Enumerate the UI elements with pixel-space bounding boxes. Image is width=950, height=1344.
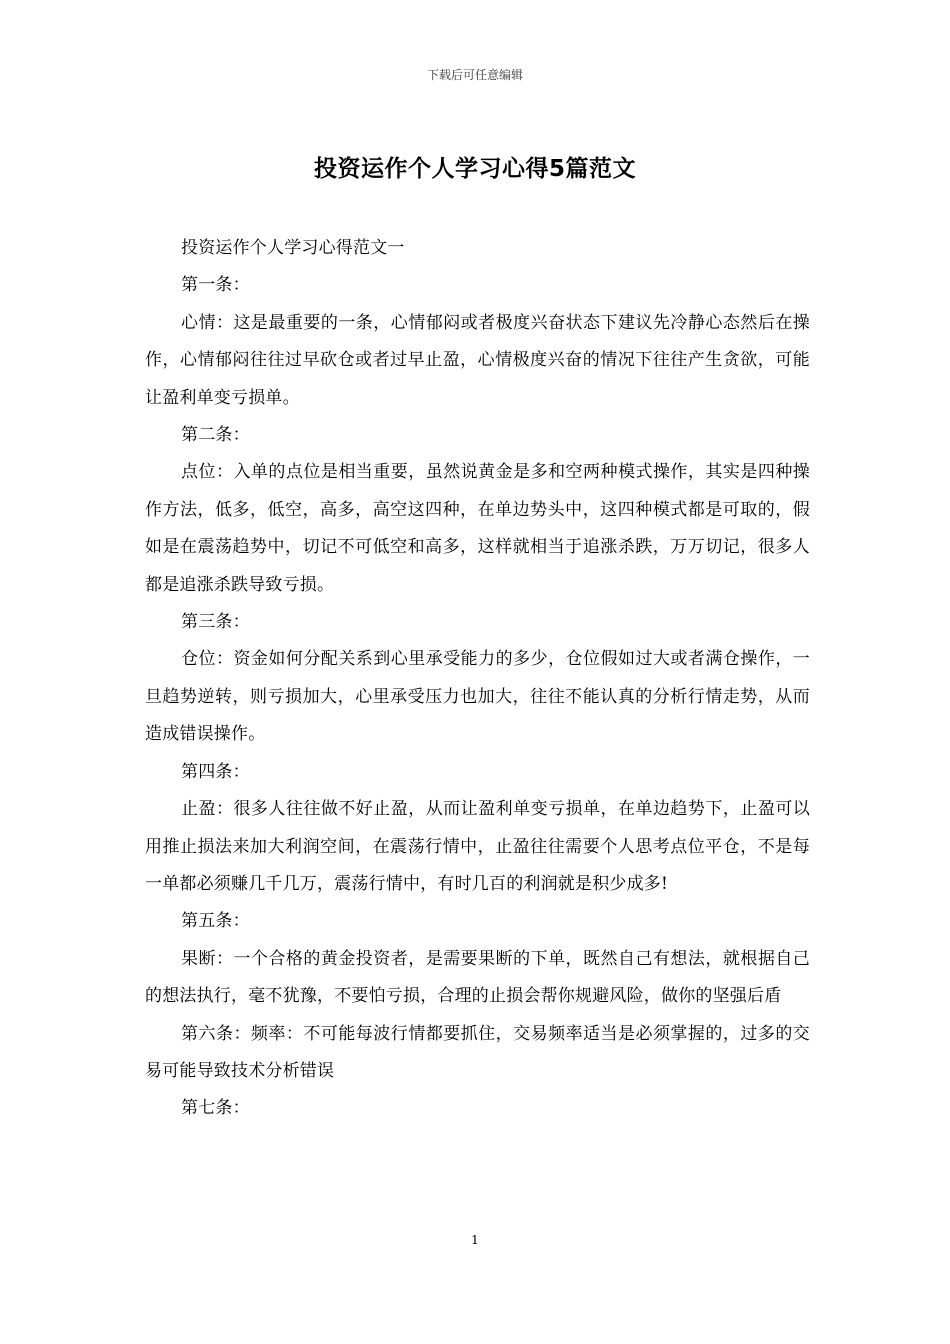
document-title: 投资运作个人学习心得5篇范文 xyxy=(313,156,636,182)
paragraph-clause-2-body: 点位：入单的点位是相当重要，虽然说黄金是多和空两种模式操作，其实是四种操作方法，低多，低空，高多，高空这四种，在单边势头中，这四种模式都是可取的，假如是在震荡趋势中，切记不可低空和高多，这样就相当于追涨杀跌，万万切记，很多人都是追涨杀跌导致亏损。 xyxy=(145,462,810,595)
paragraph-clause-3-heading: 第三条： xyxy=(181,612,250,633)
paragraph-clause-4-body: 止盈：很多人往往做不好止盈，从而让盈利单变亏损单，在单边趋势下，止盈可以用推止损法来加大利润空间，在震荡行情中，止盈往往需要个人思考点位平仓，不是每一单都必须赚几千几万，震荡行情中，有时几百的利润就是积少成多! xyxy=(145,799,810,894)
paragraph-clause-3-body: 仓位：资金如何分配关系到心里承受能力的多少，仓位假如过大或者满仓操作，一旦趋势逆转，则亏损加大，心里承受压力也加大，往往不能认真的分析行情走势，从而造成错误操作。 xyxy=(145,649,810,745)
paragraph-clause-5-heading: 第五条： xyxy=(181,911,250,932)
paragraph-clause-6: 第六条：频率：不可能每波行情都要抓住，交易频率适当是必须掌握的，过多的交易可能导致技术分析错误 xyxy=(145,1023,810,1081)
document-body xyxy=(145,230,810,1128)
paragraph-clause-1-body: 心情：这是最重要的一条，心情郁闷或者极度兴奋状态下建议先冷静心态然后在操作，心情郁闷往往过早砍仓或者过早止盈，心情极度兴奋的情况下往往产生贪欲，可能让盈利单变亏损单。 xyxy=(145,312,810,408)
paragraph-clause-7-heading: 第七条： xyxy=(181,1098,250,1119)
paragraph-clause-4-heading: 第四条： xyxy=(181,761,250,782)
paragraph-clause-1-heading: 第一条： xyxy=(181,275,250,296)
paragraph-clause-2-heading: 第二条： xyxy=(181,425,250,446)
page-number: 1 xyxy=(471,1233,479,1247)
header-note: 下载后可任意编辑 xyxy=(426,68,523,82)
paragraph-clause-5-body: 果断：一个合格的黄金投资者，是需要果断的下单，既然自己有想法，就根据自己的想法执行，毫不犹豫，不要怕亏损，合理的止损会帮你规避风险，做你的坚强后盾 xyxy=(145,948,810,1007)
paragraph-heading: 投资运作个人学习心得范文一 xyxy=(181,238,405,258)
